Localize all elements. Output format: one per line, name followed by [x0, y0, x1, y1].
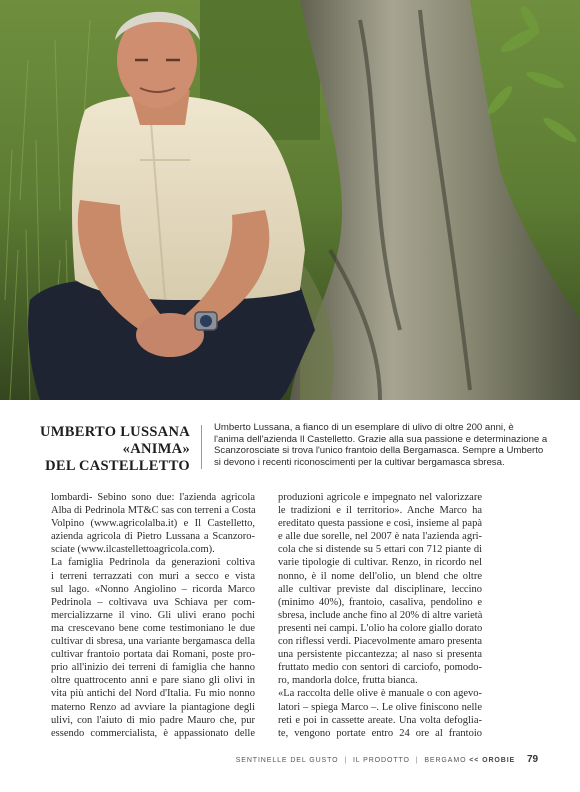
body-line: sciate (www.ilcastellettoagricola.com).	[51, 544, 215, 556]
body-line: Pedrinola – coltivava uva Schiava per com-	[51, 596, 255, 608]
body-line: una persistente piccantezza; al naso si presenta	[278, 649, 482, 661]
body-line: e alle due sorelle, nel 2007 è nata l'azienda agri-	[278, 531, 482, 543]
footer-section: SENTINELLE DEL GUSTO	[235, 757, 339, 764]
body-line: fruttato medio con sentori di carciofo, pomodo-	[278, 662, 482, 674]
magazine-name: << OROBIE	[469, 757, 516, 764]
body-line: essendo commercialista, è appassionato delle	[51, 727, 255, 739]
caption-divider	[201, 425, 202, 469]
body-line: presenti nei campi. L'olio ha colore giallo dorato	[278, 622, 483, 634]
caption-text-line: si devono i recenti riconoscimenti per la cultivar bergamasca sbresa.	[214, 456, 505, 468]
caption-text	[214, 422, 556, 468]
body-line: alle cultivar previste dal disciplinare, leccino	[278, 583, 482, 595]
body-line: cultivar di sbresa, una variante bergamasca della	[51, 636, 255, 648]
running-footer	[236, 757, 536, 764]
body-line: nonno, è il nome dell'olio, un blend che oltre	[278, 570, 482, 582]
body-line: Alba di Pedrinola MT&C sas con terreni a Costa	[51, 505, 256, 517]
body-line: le tradizioni e il territorio». Anche Marco ha	[278, 505, 482, 517]
body-line: varie tipologie di cultivar. Renzo, in ricordo nel	[278, 557, 482, 569]
footer-separator: |	[344, 757, 348, 764]
body-line: (minimo 40%), frantoio, casaliva, pendolino e	[278, 596, 482, 608]
caption-title-line: DEL CASTELLETTO	[45, 458, 190, 474]
footer-section: IL PRODOTTO	[352, 757, 410, 764]
body-column-right	[278, 491, 482, 740]
body-line: ro, mandorla dolce, frutta bianca.	[278, 675, 418, 687]
body-line: prio all'inizio dei terreni di famiglia che hanno	[51, 662, 255, 674]
body-line: i terreni terrazzati con muri a secco e vista	[51, 570, 255, 582]
caption-text-line: Umberto Lussana, a fianco di un esemplare di ulivo di oltre 200 anni, è	[214, 422, 514, 433]
caption-title-line: «ANIMA»	[122, 441, 190, 457]
body-line: cola che si distende su 5 ettari con 712 piante di	[278, 544, 482, 556]
body-line: ereditato questa passione e così, insieme al papà	[278, 518, 482, 530]
page-number: 79	[527, 754, 539, 765]
body-line: lombardi- Sebino sono due: l'azienda agricola	[51, 492, 255, 503]
body-line: sbresa, include anche fino al 20% di altre varietà	[278, 609, 483, 621]
body-line: vita più antichi del Nord d'Italia. Fu mio nonno	[51, 688, 255, 700]
caption-text-line: l'anima dell'azienda Il Castelletto. Grazie alla sua passione e determinazione a	[214, 433, 548, 445]
body-line: Volpino (www.agricolalba.it) e Il Castelletto,	[51, 518, 255, 530]
body-line: mercializzarne il vino. Gli ulivi erano pochi	[51, 609, 255, 621]
caption-title-line: UMBERTO LUSSANA	[40, 424, 190, 440]
body-line: con riflessi verdi. Piacevolmente amaro presenta	[278, 636, 483, 648]
caption-text-line: Scanzorosciate si trova l'unico frantoio della Bergamasca. Sempre a Umberto	[214, 445, 544, 457]
body-line: produzioni agricole e impegnato nel valorizzare	[278, 492, 482, 503]
body-column-left	[51, 491, 255, 740]
body-line: reti e poi in cassette areate. Una volta defoglia-	[278, 714, 482, 726]
footer-separator: |	[415, 757, 419, 764]
body-line: azienda agricola di Pietro Lussana a Scanzoro-	[51, 531, 255, 543]
body-line: materno Renzo ad avviare la piantagione degli	[51, 701, 255, 713]
body-line: La famiglia Pedrinola da generazioni coltiva	[51, 557, 255, 569]
body-line: cultivar frantoio portata dai Romani, poste pro-	[51, 649, 255, 661]
body-line: ulivi, con l'aiuto di mio padre Mauro che, pur	[51, 714, 255, 726]
caption-title	[30, 424, 190, 475]
body-line: te, vengono portate entro 24 ore al frantoio	[278, 727, 482, 739]
body-line: «La raccolta delle olive è manuale o con agevo-	[278, 688, 482, 700]
body-line: oltre quattrocento anni e pare siano gli olivi in	[51, 675, 255, 687]
footer-section: BERGAMO	[424, 757, 467, 764]
body-line: sul lago. «Nonno Angiolino – ricorda Marco	[51, 583, 255, 595]
body-line: ma crescevano bene come testimoniano le due	[51, 622, 255, 634]
body-line: latori – spiega Marco –. Le olive finiscono nelle	[278, 701, 482, 713]
